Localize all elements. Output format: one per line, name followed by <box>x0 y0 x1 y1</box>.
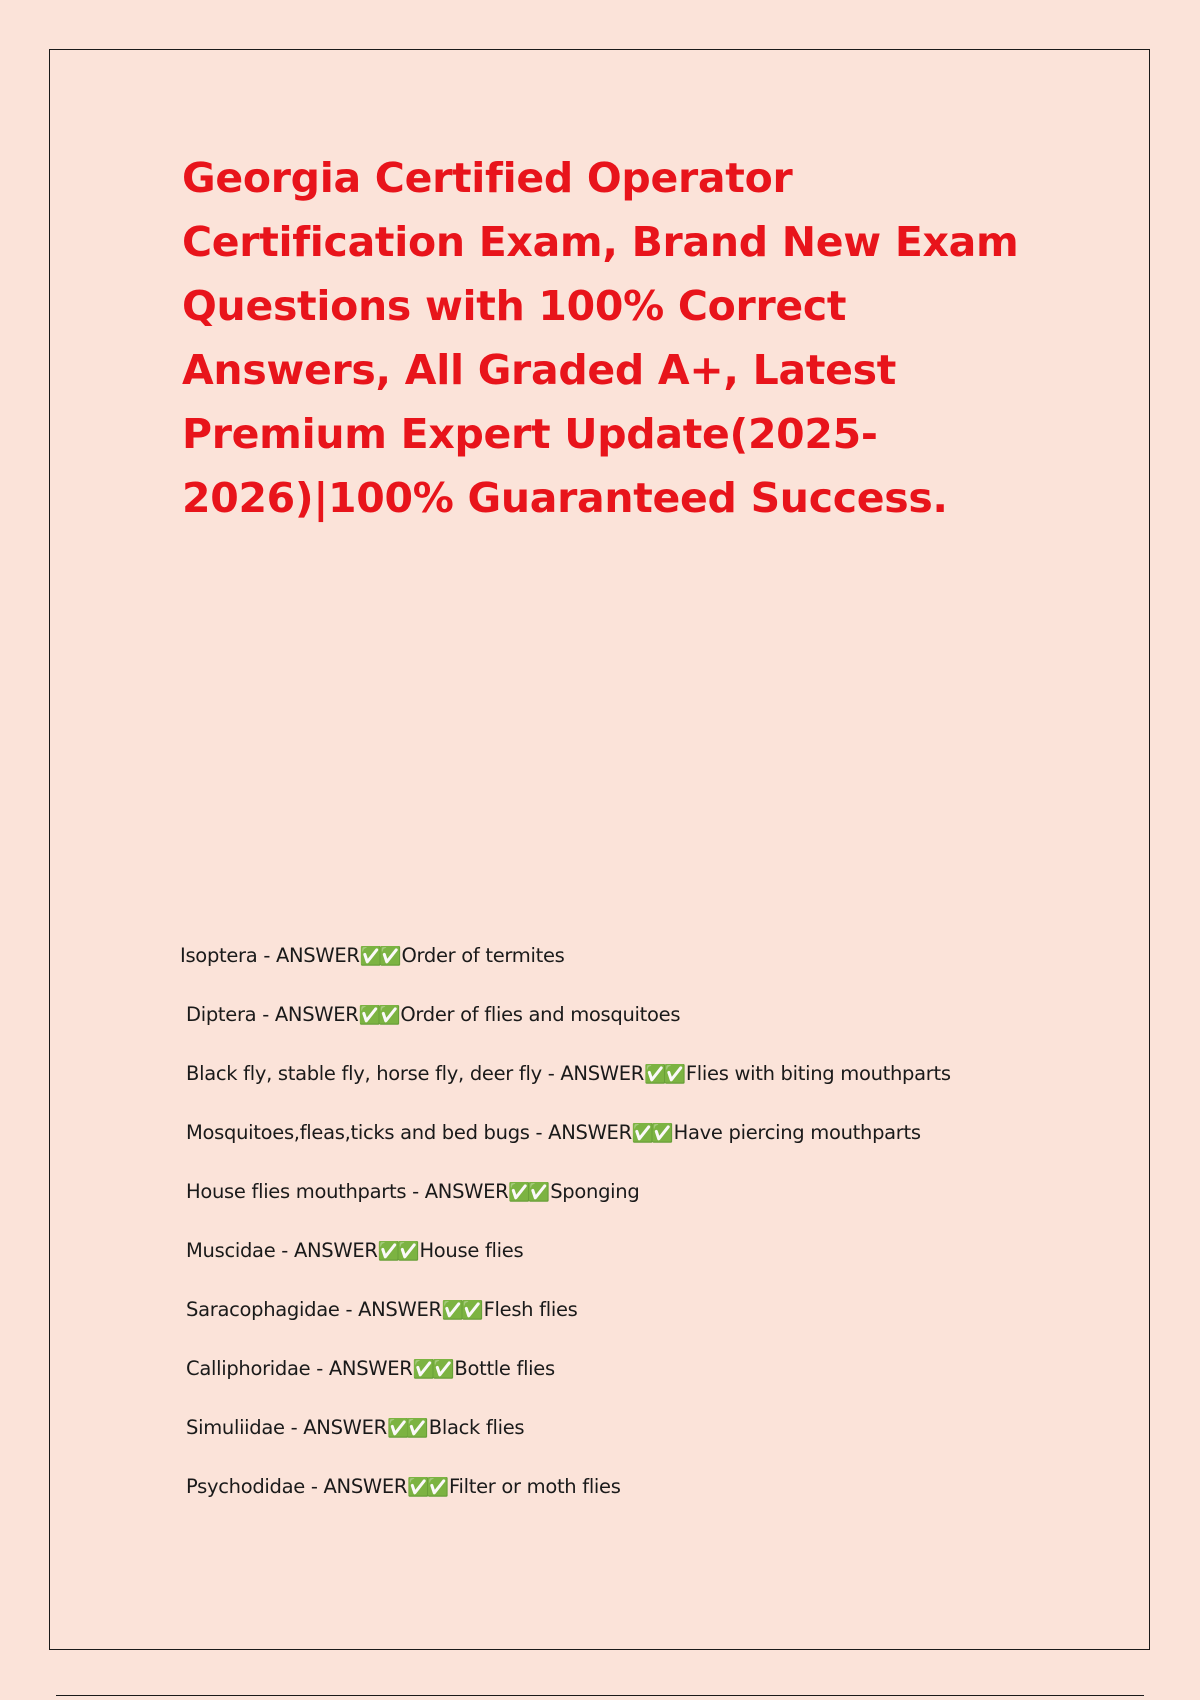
list-item <box>186 1475 1082 1534</box>
item-answer: Filter or moth flies <box>448 1475 621 1498</box>
item-term: Saracophagidae <box>186 1298 340 1321</box>
answer-marker: - ANSWER <box>310 1357 413 1380</box>
item-answer: Order of termites <box>401 944 565 967</box>
item-answer: House flies <box>419 1239 524 1262</box>
answer-marker: - ANSWER <box>257 944 360 967</box>
check-mark-icon: ✅✅ <box>631 1123 671 1144</box>
page-bottom-rule <box>56 1695 1144 1696</box>
item-term: Psychodidae <box>186 1475 305 1498</box>
answer-marker: - ANSWER <box>406 1180 509 1203</box>
item-answer: Black flies <box>428 1416 525 1439</box>
list-item <box>186 1062 1082 1121</box>
answer-marker: - ANSWER <box>284 1416 387 1439</box>
check-mark-icon: ✅✅ <box>377 1241 417 1262</box>
list-item <box>186 1180 1082 1239</box>
list-item <box>186 1416 1082 1475</box>
item-answer: Have piercing mouthparts <box>673 1121 921 1144</box>
check-mark-icon: ✅✅ <box>358 1005 398 1026</box>
item-answer: Flies with biting mouthparts <box>685 1062 951 1085</box>
list-item <box>186 1239 1082 1298</box>
list-item <box>186 1298 1082 1357</box>
item-answer: Order of flies and mosquitoes <box>400 1003 681 1026</box>
check-mark-icon: ✅✅ <box>407 1477 446 1498</box>
list-item <box>186 1003 1082 1062</box>
answer-marker: - ANSWER <box>304 1475 408 1498</box>
answer-marker: - ANSWER <box>256 1003 359 1026</box>
item-term: Calliphoridae <box>186 1357 311 1380</box>
document-title: Georgia Certified Operator Certification Exam, Brand New Exam Questions with 100% Correct Answers, All Graded A+, Latest Premium Expert Update(2025-2026)|100% Guaranteed Success. <box>182 154 1019 522</box>
item-term: Black fly, stable fly, horse fly, deer fly <box>186 1062 542 1085</box>
check-mark-icon: ✅✅ <box>359 946 399 967</box>
check-mark-icon: ✅✅ <box>441 1300 481 1321</box>
answer-marker: - ANSWER <box>275 1239 378 1262</box>
list-item <box>180 944 1082 1003</box>
qa-list <box>182 944 1082 1534</box>
check-mark-icon: ✅✅ <box>412 1359 452 1380</box>
check-mark-icon: ✅✅ <box>508 1182 548 1203</box>
item-term: Muscidae <box>186 1239 276 1262</box>
item-answer: Bottle flies <box>454 1357 555 1380</box>
answer-marker: - ANSWER <box>339 1298 442 1321</box>
check-mark-icon: ✅✅ <box>386 1418 426 1439</box>
list-item <box>186 1357 1082 1416</box>
item-term: Simuliidae <box>186 1416 285 1439</box>
check-mark-icon: ✅✅ <box>644 1064 683 1085</box>
list-item <box>186 1121 1082 1180</box>
item-answer: Sponging <box>550 1180 640 1203</box>
answer-marker: - ANSWER <box>529 1121 632 1144</box>
item-term: Mosquitoes,fleas,ticks and bed bugs <box>186 1121 530 1144</box>
answer-marker: - ANSWER <box>541 1062 645 1085</box>
item-term: Diptera <box>186 1003 257 1026</box>
item-answer: Flesh flies <box>483 1298 578 1321</box>
item-term: House flies mouthparts <box>186 1180 407 1203</box>
item-term: Isoptera <box>180 944 258 967</box>
